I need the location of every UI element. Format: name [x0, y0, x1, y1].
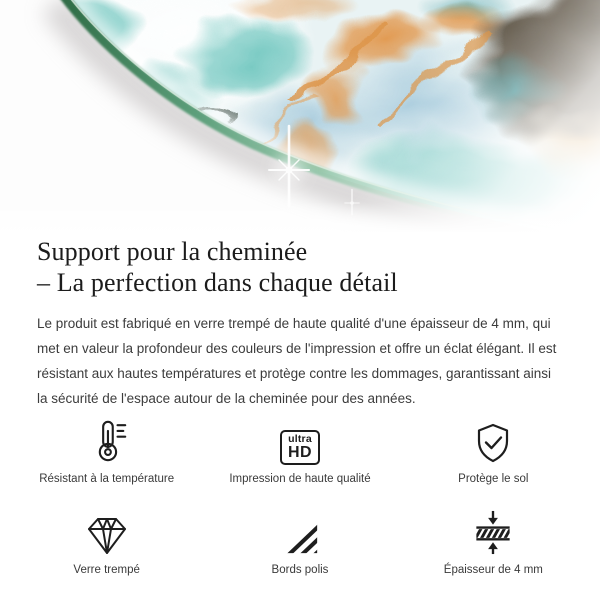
diamond-icon: [84, 509, 130, 556]
shield-check-icon: [471, 418, 515, 465]
feature-floor-protection: [397, 418, 590, 485]
feature-print-quality: [203, 418, 396, 485]
page-title: [37, 236, 563, 298]
product-description-text: Le produit est fabriqué en verre trempé de haute qualité d'une épaisseur de 4 mm, qui met en valeur la profondeur des couleurs de l'impression et offre un éclat élégant. Il est résistant aux hautes températures et protège contre les dommages, garantissant ainsi la sécurité de l'espace autour de la cheminée pour des années.: [37, 316, 557, 406]
ultra-hd-icon-top-text: ultra: [288, 433, 312, 445]
product-image: [0, 0, 600, 232]
feature-label: Épaisseur de 4 mm: [443, 564, 543, 576]
ultra-hd-icon-bottom-text: HD: [288, 444, 312, 461]
product-photo-section: [0, 0, 600, 232]
feature-label: Verre trempé: [73, 564, 140, 576]
ultra-hd-icon: [280, 418, 320, 465]
feature-thickness: [397, 509, 590, 576]
page-title-line1: Support pour la cheminée: [37, 237, 308, 266]
feature-label: Impression de haute qualité: [229, 473, 371, 485]
thermometer-icon: [84, 418, 130, 465]
thickness-icon: [471, 509, 515, 556]
page-title-line2: – La perfection dans chaque détail: [37, 268, 398, 297]
feature-label: Résistant à la température: [39, 473, 175, 485]
feature-label: Protège le sol: [458, 473, 529, 485]
feature-temperature: [10, 418, 203, 485]
feature-grid: [0, 418, 600, 576]
feature-label: Bords polis: [271, 564, 329, 576]
feature-polished-edges: [203, 509, 396, 576]
polished-edges-icon: [280, 509, 320, 556]
feature-tempered-glass: [10, 509, 203, 576]
product-description-section: [0, 236, 600, 411]
